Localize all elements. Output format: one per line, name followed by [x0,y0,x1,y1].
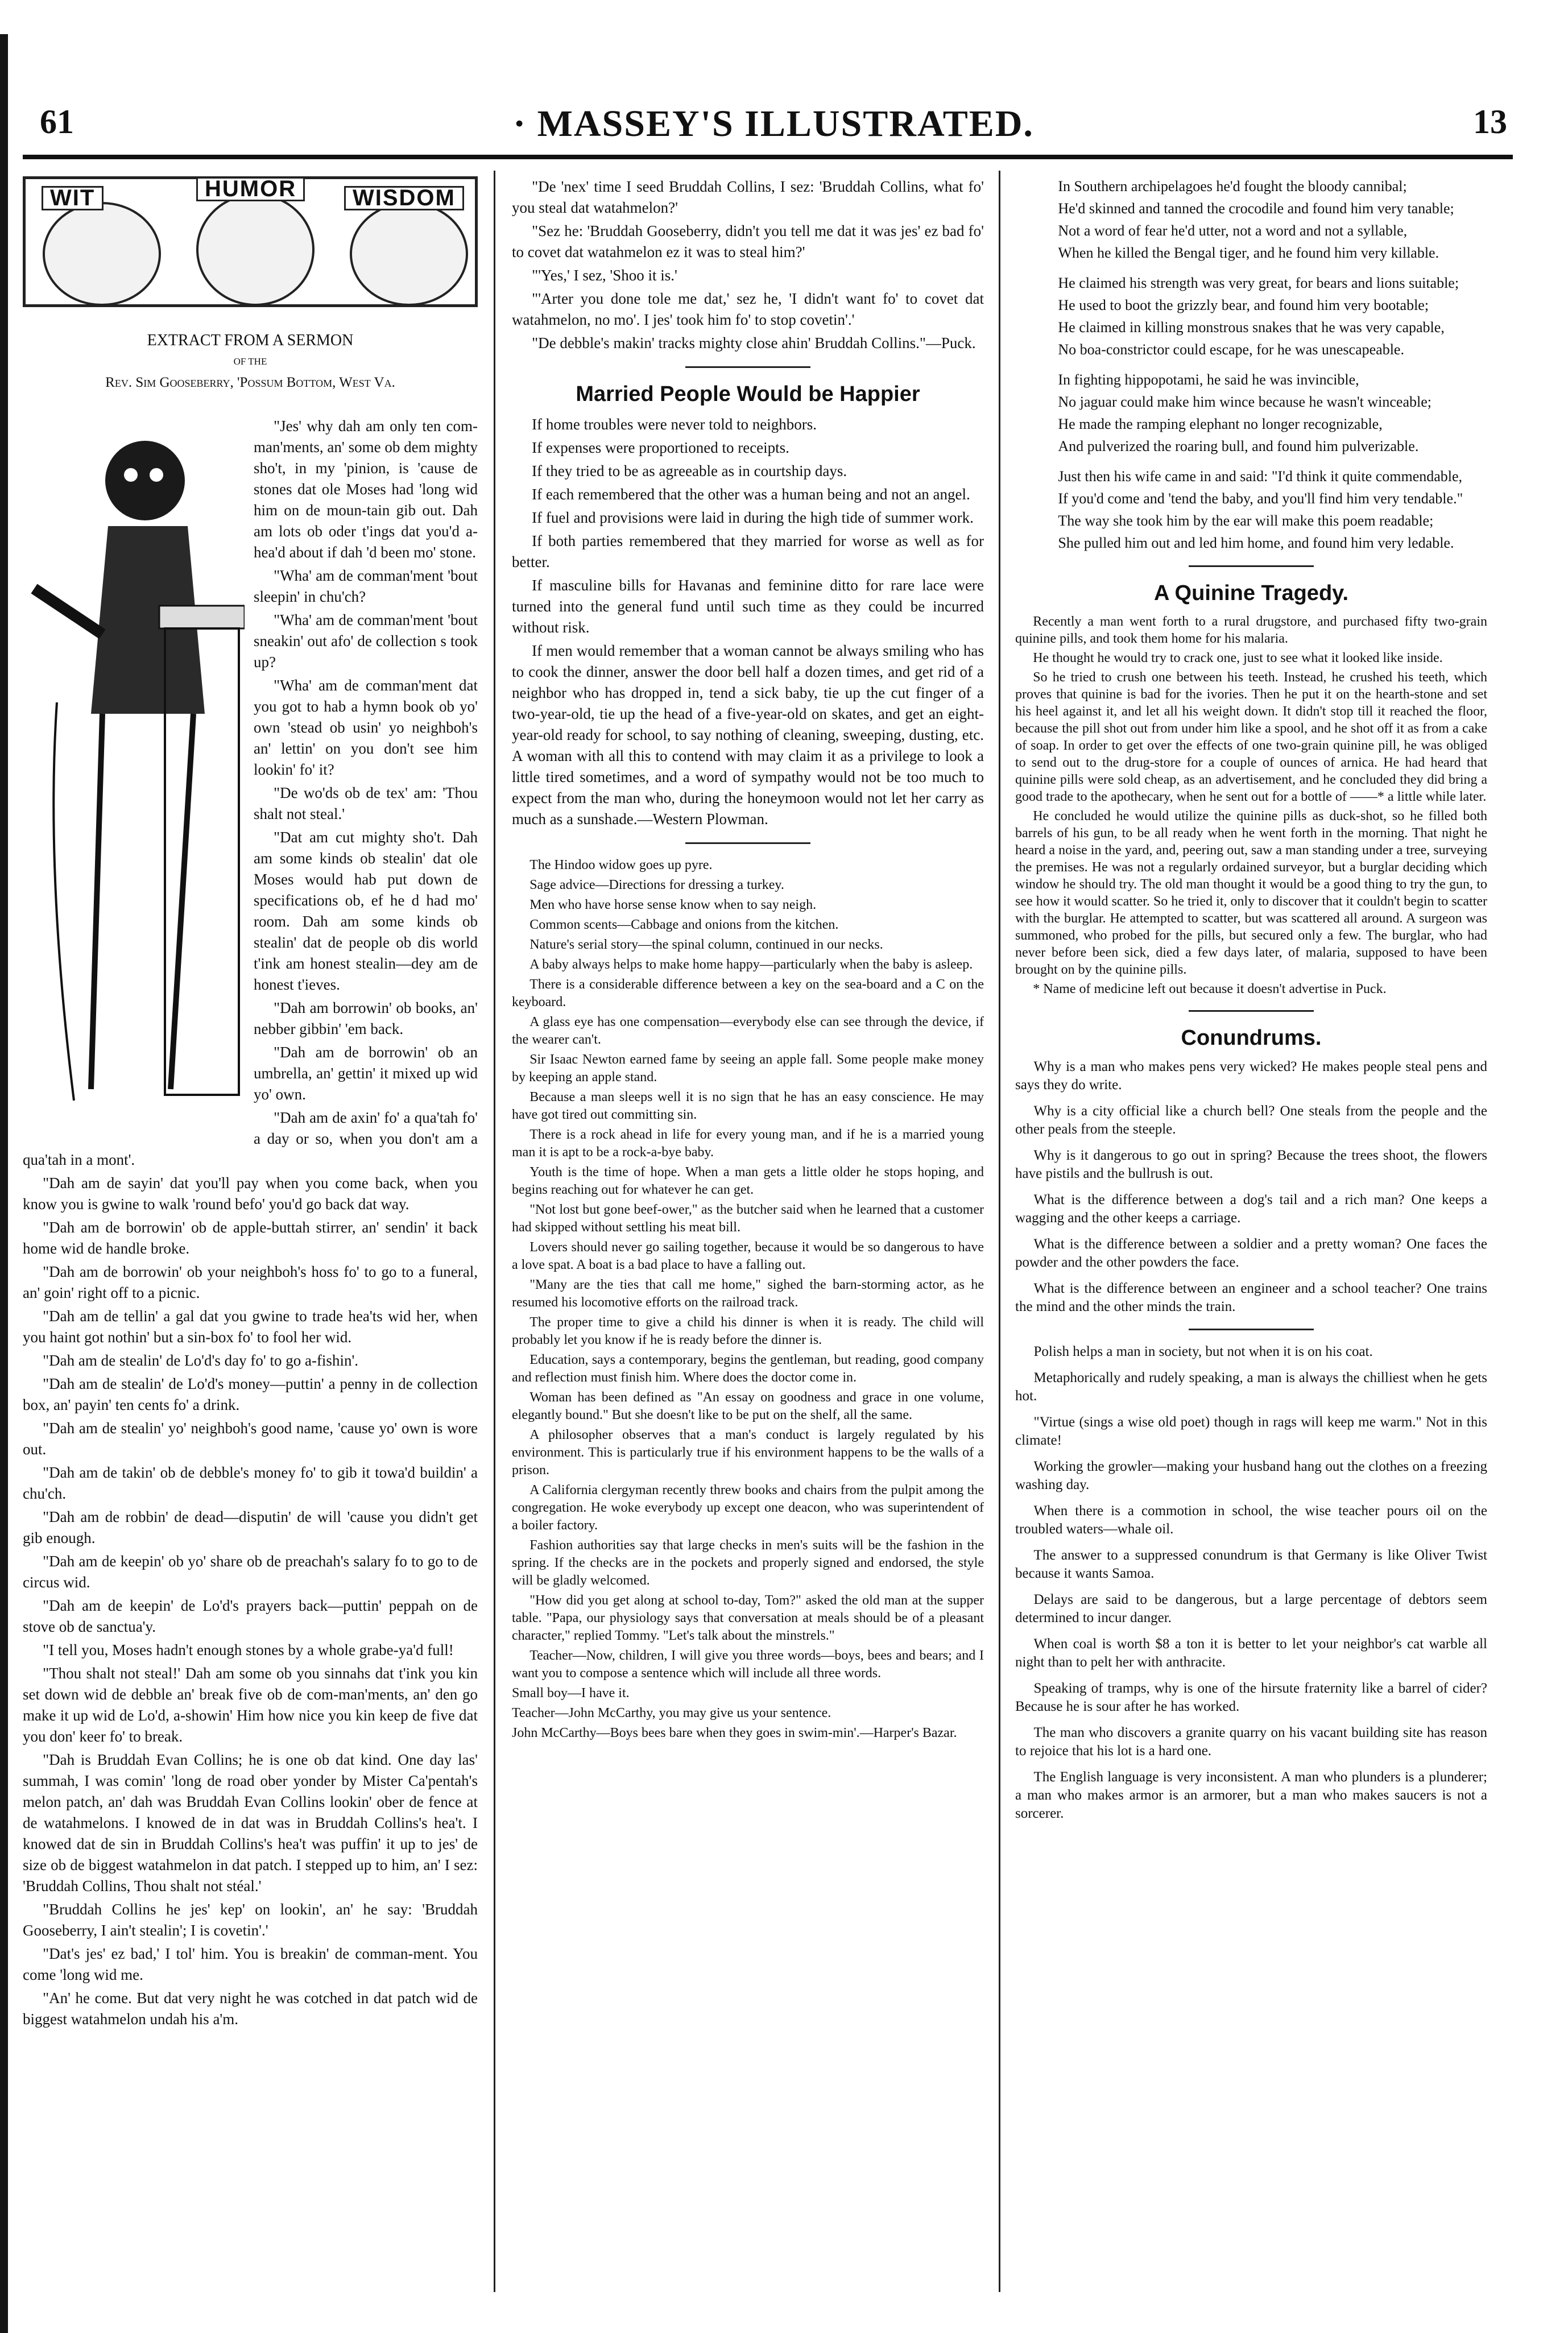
sermon-paragraph: "Dat's jes' ez bad,' I tol' him. You is breakin' de comman-ment. You come 'long wid me. [23,1945,478,1983]
column-2 [512,176,984,2326]
poem-line: He used to boot the grizzly bear, and found him very bootable; [1058,297,1429,313]
masthead-title: · MASSEY'S ILLUSTRATED. [513,103,1034,144]
joke-paragraph: "Many are the ties that call me home," sighed the barn-storming actor, as he resumed his locomotive efforts on the railroad track. [512,1277,984,1310]
sermon-paragraph: "Dah am borrowin' ob books, an' nebber gibbin' 'em back. [254,999,478,1037]
sermon-paragraph: "Dah am de keepin' ob yo' share ob de preachah's salary fo to go to de circus wid. [23,1553,478,1591]
page-number-right: 13 [1473,103,1507,140]
sermon-paragraph: "Dah am de stealin' de Lo'd's money—puttin' a penny in de collection box, an' payin' ten cents fo' a drink. [23,1375,478,1413]
poem-line: And pulverized the roaring bull, and found him pulverizable. [1058,438,1419,454]
sermon-paragraph: "De wo'ds ob de tex' am: 'Thou shalt not steal.' [254,784,478,822]
column-divider-2 [999,171,1000,2292]
sermon-paragraph: "Dah am de robbin' de dead—disputin' de will 'cause you didn't get gib enough. [23,1508,478,1546]
section-rule [685,366,810,368]
quinine-heading: A Quinine Tragedy. [1153,581,1349,605]
conundrum: Why is a man who makes pens very wicked? He makes people steal pens and says they do write. [1015,1059,1487,1093]
joke-paragraph: Lovers should never go sailing together, because it would be so dangerous to have a love spat. A boat is a bad place to have a falling out. [512,1240,984,1272]
conundrum: What is the difference between an engineer and a school teacher? One trains the mind and the other minds the train. [1015,1281,1487,1314]
quinine-footnote: * Name of medicine left out because it doesn't advertise in Puck. [1033,982,1387,996]
sermon-paragraph: "Wha' am de comman'ment 'bout sneakin' out afo' de collection s took up? [254,611,478,671]
joke-paragraph: Common scents—Cabbage and onions from the kitchen. [529,917,839,932]
sermon-paragraph: "Dah am de borrowin' ob de apple-buttah stirrer, an' sendin' it back home wid de handle broke. [23,1219,478,1257]
joke-paragraph: Nature's serial story—the spinal column, continued in our necks. [529,937,883,952]
left-face-illustration [43,202,161,306]
joke-paragraph: There is a rock ahead in life for every young man, and if he is a married young man it is apt to be a rock-a-bye baby. [512,1127,984,1160]
page-number-left: 61 [40,103,74,140]
poem-line: He'd skinned and tanned the crocodile and found him very tanable; [1058,200,1454,217]
married-paragraph: If home troubles were never told to neighbors. [532,416,817,433]
sermon-of: OF THE [233,356,267,367]
section-rule [1189,1010,1314,1012]
sermon-paragraph: "Thou shalt not steal!' Dah am some ob you sinnahs dat t'ink you kin set down wid de debble an' break five ob de com-man'ments, an' den go make it up wid de Lo'd, a-showin' Him how nice you kin keep de five dat you don' keer fo' to break. [23,1665,478,1745]
married-people-heading: Married People Would be Happier [576,382,920,406]
misc-paragraph: The man who discovers a granite quarry on his vacant building site has reason to rejoice that his lot is a hard one. [1015,1725,1487,1759]
misc-paragraphs [1015,1343,1487,1823]
married-paragraph: If masculine bills for Havanas and feminine ditto for rare lace were turned into the general fund until such time as they could be incurred without risk. [512,577,984,636]
misc-paragraph: When coal is worth $8 a ton it is better to let your neighbor's cat warble all night than to pelt her with anthracite. [1015,1636,1487,1670]
sermon-paragraph: "Dah am de keepin' de Lo'd's prayers back—puttin' peppah on de stove ob de sanctua'y. [23,1597,478,1635]
sermon-paragraph: "Dah am de axin' fo' a qua'tah fo' a day or so, when you don't am a qua'tah in a mont'. [23,1109,478,1168]
sermon-continued-paragraph: "De debble's makin' tracks mighty close ahin' Bruddah Collins."—Puck. [532,334,976,351]
joke-paragraph: The proper time to give a child his dinner is when it is ready. The child will probably let you know if he is ready before the dinner is. [512,1315,984,1347]
quinine-paragraph: So he tried to crush one between his teeth. Instead, he crushed his teeth, which proves that quinine is bad for the ivories. Then he put it on the hearth-stone and set his heel against it, and let all his weight down. It didn't stop till it reached the floor, because the pill shot out from under him like a spool, and he shot off it as from a cake of soap. In order to get over the effects of one two-grain quinine pill, he was obliged to send out to the drug-store for a couple of ounces of arnica. He had heard that quinine pills were sold cheap, as an advertisement, and he concluded they did bring a good trade to the apothecary, when he sent out for a bottle of ——* a little while later. [1015,670,1487,804]
sermon-paragraph: "Wha' am de comman'ment 'bout sleepin' in chu'ch? [254,567,478,605]
preacher-drawing [23,418,245,1135]
joke-paragraph: A philosopher observes that a man's conduct is largely regulated by his environment. This is particularly true if his environment happens to be the walls of a prison. [512,1428,984,1478]
misc-paragraph: Metaphorically and rudely speaking, a man is always the chilliest when he gets hot. [1015,1370,1487,1404]
conundrum: Why is a city official like a church bell? One steals from the people and the other peals from the steeple. [1015,1103,1487,1137]
joke-paragraph: A glass eye has one compensation—everybody else can see through the device, if the wearer can't. [512,1015,984,1047]
banner-label-wisdom: WISDOM [344,186,464,210]
preacher-illustration [23,418,245,1135]
poem-line: The way she took him by the ear will make this poem readable; [1058,512,1434,529]
column-1 [23,176,478,2326]
banner-label-wit: WIT [42,186,104,210]
sermon-paragraph: "Dah am de stealin' de Lo'd's day fo' to go a-fishin'. [43,1352,359,1369]
quinine-article [1015,613,1487,998]
sermon-paragraph: "Dah am de sayin' dat you'll pay when you come back, when you know you is gwine to walk 'round befo' you'd go back dat way. [23,1174,478,1213]
poem-line: When he killed the Bengal tiger, and he found him very killable. [1058,245,1439,261]
conundrum: Why is it dangerous to go out in spring? Because the trees shoot, the flowers have pistils and the bullrush is out. [1015,1148,1487,1181]
misc-paragraph: When there is a commotion in school, the wise teacher pours oil on the troubled waters—whale oil. [1015,1503,1487,1537]
joke-paragraph: John McCarthy—Boys bees bare when they goes in swim-min'.—Harper's Bazar. [512,1726,957,1740]
hunter-poem [1015,176,1487,553]
married-paragraph: If both parties remembered that they married for worse as well as for better. [512,532,984,570]
conundrums-heading: Conundrums. [1181,1026,1322,1050]
misc-paragraph: The answer to a suppressed conundrum is that Germany is like Oliver Twist because it wants Samoa. [1015,1548,1487,1581]
joke-paragraph: "Not lost but gone beef-ower," as the butcher said when he learned that a customer had skipped without settling his meat bill. [512,1202,984,1235]
sermon-paragraph: "Dah am de takin' ob de debble's money fo' to gib it towa'd buildin' a chu'ch. [23,1464,478,1502]
joke-paragraph: Teacher—John McCarthy, you may give us your sentence. [512,1706,831,1720]
section-rule [1189,565,1314,567]
quinine-paragraph: Recently a man went forth to a rural drugstore, and purchased fifty two-grain quinine pills, and took them home for his malaria. [1015,614,1487,646]
poem-line: Not a word of fear he'd utter, not a word and not a syllable, [1058,222,1408,239]
poem-line: In Southern archipelagoes he'd fought the bloody cannibal; [1058,178,1407,195]
joke-paragraph: Men who have horse sense know when to say neigh. [529,897,817,912]
poem-line: Just then his wife came in and said: "I'd think it quite commendable, [1058,468,1463,485]
married-paragraph: If each remembered that the other was a human being and not an angel. [532,486,970,503]
joke-paragraph: Small boy—I have it. [512,1686,630,1701]
sermon-paragraph: "Bruddah Collins he jes' kep' on lookin', an' he say: 'Bruddah Gooseberry, I ain't stealin'; I is covetin'.' [23,1901,478,1939]
column-divider-1 [494,171,495,2292]
sermon-paragraph: "Dah am de borrowin' ob an umbrella, an' gettin' it mixed up wid yo' own. [254,1044,478,1103]
joke-paragraph: Education, says a contemporary, begins the gentleman, but reading, good company and reflection must finish him. Where does the doctor come in. [512,1352,984,1385]
married-paragraph: If expenses were proportioned to receipts. [532,439,789,456]
joke-paragraph: A California clergyman recently threw books and chairs from the pulpit among the congregation. He woke everybody up except one deacon, who was superintendent of a boiler factory. [512,1483,984,1533]
joke-paragraph: There is a considerable difference between a key on the sea-board and a C on the keyboard. [512,977,984,1010]
misc-paragraph: The English language is very inconsistent. A man who plunders is a plunderer; a man who makes armor is an armorer, but a man who makes saucers is not a sorcerer. [1015,1769,1487,1821]
sermon-paragraph: "Dah am de stealin' yo' neighboh's good name, 'cause yo' own is wore out. [23,1420,478,1458]
sermon-paragraph: "Dat am cut mighty sho't. Dah am some kinds ob stealin' dat ole Moses would hab put down de specifications ob, ef he d had mo' room. Dah am some kinds ob stealin' dat de people ob dis world t'ink am honest stealin—dey am de honest t'ieves. [254,829,478,993]
center-face-illustration [196,193,315,306]
sermon-author: Rev. Sim Gooseberry, 'Possum Bottom, West Va. [105,375,395,390]
page-header [40,102,1507,159]
joke-paragraph: Woman has been defined as "An essay on goodness and grace in one volume, elegantly bound." But she doesn't like to be put on the shelf, all the same. [512,1390,984,1422]
poem-line: No jaguar could make him wince because he wasn't winceable; [1058,394,1432,410]
sermon-paragraph: "Jes' why dah am only ten com-man'ments, an' some ob dem mighty sho't, in my 'pinion, is 'cause de stones dat ole Moses had 'long wid him on de moun-tain gib out. Dah am lots ob oder t'ings dat you'd a-hea'd about if dah 'd been mo' stone. [254,417,478,561]
sermon-continued-paragraph: "Sez he: 'Bruddah Gooseberry, didn't you tell me dat it was jes' ez bad fo' to covet dat watahmelon ez it was to steal him?' [512,222,984,260]
section-rule [685,842,810,844]
conundrum: What is the difference between a soldier and a pretty woman? One faces the powder and the other powders the face. [1015,1236,1487,1270]
sermon-continued-paragraph: "'Arter you done tole me dat,' sez he, 'I didn't want fo' to covet dat watahmelon, no mo'. I jes' took him fo' to stop covetin'.' [512,290,984,328]
misc-paragraph: Polish helps a man in society, but not when it is on his coat. [1033,1344,1373,1359]
misc-jokes [512,857,984,1742]
sermon-paragraph: "Dah am de tellin' a gal dat you gwine to trade hea'ts wid her, when you haint got nothin' but a sin-box fo' to fool her wid. [23,1308,478,1346]
sermon-paragraph: "Dah is Bruddah Evan Collins; he is one ob dat kind. One day las' summah, I was comin' 'long de road ober yonder by Mister Ca'pentah's melon patch, an' dah was Bruddah Evan Collins lookin' ober de fence at de watahmelons. I knowed de in dat was in Bruddah Collins's hea't. I knowed dat de sin in Bruddah Collins's hea't was puffin' it up to jes' de size ob de biggest watahmelon in dat patch. I stepped up to him, an' I sez: 'Bruddah Collins, Thou shalt not stéal.' [23,1751,478,1894]
misc-paragraph: "Virtue (sings a wise old poet) though in rags will keep me warm." Not in this climate! [1015,1414,1487,1448]
conundrums-list [1015,1058,1487,1316]
joke-paragraph: The Hindoo widow goes up pyre. [529,858,713,872]
conundrum: What is the difference between a dog's tail and a rich man? One keeps a wagging and the other keeps a carriage. [1015,1192,1487,1226]
misc-paragraph: Speaking of tramps, why is one of the hirsute fraternity like a barrel of cider? Because he is sour after he has worked. [1015,1681,1487,1714]
misc-paragraph: Working the growler—making your husband hang out the clothes on a freezing washing day. [1015,1459,1487,1492]
poem-line: He claimed in killing monstrous snakes that he was very capable, [1058,319,1445,336]
poem-line: She pulled him out and led him home, and found him very ledable. [1058,535,1454,551]
sermon-continued-paragraph: "'Yes,' I sez, 'Shoo it is.' [532,267,677,284]
sermon-paragraph: "Dah am de borrowin' ob your neighboh's hoss fo' to go to a funeral, an' goin' right off to a picnic. [23,1263,478,1301]
married-paragraph: If men would remember that a woman cannot be always smiling who has to cook the dinner, answer the door bell half a dozen times, and get rid of a neighbor who has dropped in, tend a sick baby, tie up the cut finger of a two-year-old, tie up the head of a five-year-old on skates, and get an eight-year-old ready for school, to say nothing of cleaning, sweeping, dusting, etc. A woman with all this to contend with may claim it as a privilege to look a little tired sometimes, and a word of sympathy would not be too much to expect from the man who, during the honeymoon would not let her carry as much as a sunshade.—Western Plowman. [512,642,984,828]
joke-paragraph: Because a man sleeps well it is no sign that he has an easy conscience. He may have got tired out committing sin. [512,1090,984,1122]
banner-label-humor: HUMOR [196,177,305,201]
sermon-paragraph: "An' he come. But dat very night he was cotched in dat patch wid de biggest watahmelon undah his a'm. [23,1989,478,2028]
married-paragraph: If they tried to be as agreeable as in courtship days. [532,462,847,479]
section-rule [1189,1329,1314,1330]
sermon-paragraph: "Wha' am de comman'ment dat you got to hab a hymn book ob yo' own 'stead ob usin' yo neighboh's an' lettin' on you don't see him lookin' fo' it? [254,677,478,778]
joke-paragraph: Fashion authorities say that large checks in men's suits will be the fashion in the spring. If the checks are in the pockets and properly signed and endorsed, the style will be gladly welcomed. [512,1538,984,1588]
quinine-paragraph: He concluded he would utilize the quinine pills as duck-shot, so he filled both barrels of his gun, to be all ready when he went forth in the morning. That night he heard a noise in the yard, and, peering out, saw a man standing under a tree, surveying the premises. He was not a regularly ordained surveyor, but a burglar deciding which window he should try. The old man thought it would be a good thing to try the gun, to see how it would scatter. So he tried it, only to discover that it couldn't begin to scatter with the burglar. He attempted to scatter, but was scattered all around. A surgeon was summoned, who probed for the pills, but secured only a few. The burglar, who had never before been sick, died a few days later, of malaria, supposed to have been brought on by the quinine pills. [1015,809,1487,977]
joke-paragraph: Teacher—Now, children, I will give you three words—boys, bees and bears; and I want you to compose a sentence which will include all three words. [512,1648,984,1681]
sermon-paragraph: "I tell you, Moses hadn't enough stones by a whole grabe-ya'd full! [43,1641,454,1658]
poem-line: He claimed his strength was very great, for bears and lions suitable; [1058,275,1459,291]
poem-line: If you'd come and 'tend the baby, and you'll find him very tendable." [1058,490,1463,507]
quinine-paragraph: He thought he would try to crack one, just to see what it looked like inside. [1033,651,1443,665]
poem-line: In fighting hippopotami, he said he was invincible, [1058,371,1359,388]
poem-line: No boa-constrictor could escape, for he was unescapeable. [1058,341,1404,358]
joke-paragraph: "How did you get along at school to-day, Tom?" asked the old man at the supper table. "Papa, our physiology says that conversation at meals should be of a pleasant character," replied Tommy. "Let's talk about the minstrels." [512,1593,984,1643]
right-face-illustration [350,202,468,306]
header-rule [23,155,1513,159]
married-paragraph: If fuel and provisions were laid in during the high tide of summer work. [532,509,974,526]
joke-paragraph: A baby always helps to make home happy—particularly when the baby is asleep. [529,957,973,972]
joke-paragraph: Sage advice—Directions for dressing a turkey. [529,878,784,892]
misc-paragraph: Delays are said to be dangerous, but a large percentage of debtors seem determined to incur danger. [1015,1592,1487,1625]
joke-paragraph: Youth is the time of hope. When a man gets a little older he stops hoping, and begins reaching out for whatever he can get. [512,1165,984,1197]
binding-edge [0,34,8,2333]
poem-line: He made the ramping elephant no longer recognizable, [1058,416,1383,432]
joke-paragraph: Sir Isaac Newton earned fame by seeing an apple fall. Some people make money by keeping an apple stand. [512,1052,984,1085]
column-3 [1015,176,1487,2326]
sermon-continued-paragraph: "De 'nex' time I seed Bruddah Collins, I sez: 'Bruddah Collins, what fo' you steal dat watahmelon?' [512,178,984,216]
sermon-title: EXTRACT FROM A SERMON [147,332,354,349]
wit-humor-wisdom-banner [23,176,478,307]
